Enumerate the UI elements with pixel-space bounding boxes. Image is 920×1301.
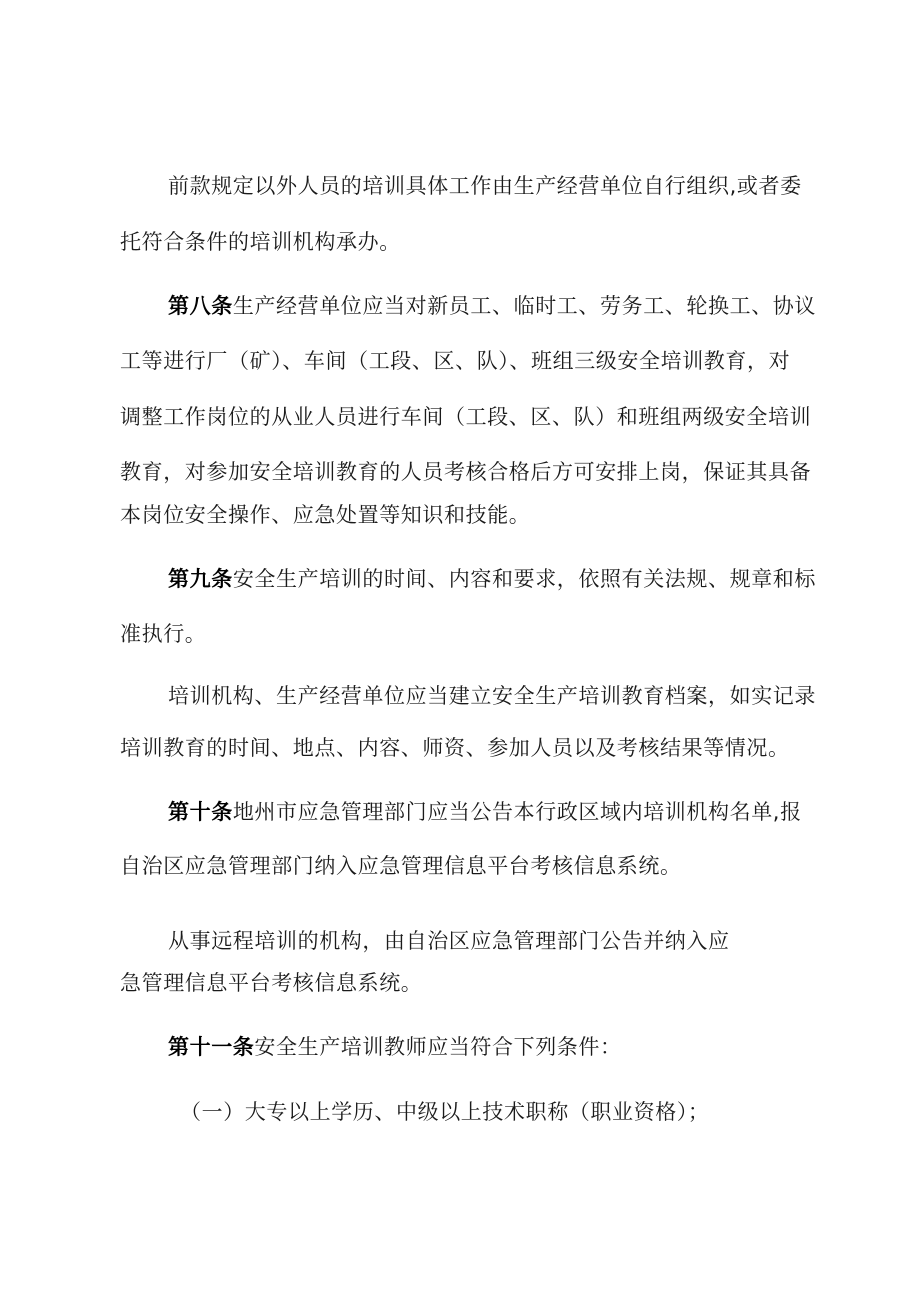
article-9-line-1 [168, 564, 816, 594]
paragraph-1-line-1: 前款规定以外人员的培训具体工作由生产经营单位自行组织,或者委 [168, 174, 802, 198]
article-8-text: 生产经营单位应当对新员工、临时工、劳务工、轮换工、协议 [232, 294, 817, 318]
paragraph-remote-line-1: 从事远程培训的机构，由自治区应急管理部门公告并纳入应 [168, 929, 730, 953]
paragraph-archive-line-1: 培训机构、生产经营单位应当建立安全生产培训教育档案，如实记录 [168, 684, 816, 708]
article-9-text: 安全生产培训的时间、内容和要求，依照有关法规、规章和标 [232, 567, 817, 591]
article-8-line-4: 教育，对参加安全培训教育的人员考核合格后方可安排上岗，保证其具备 [120, 460, 812, 484]
article-10-line-2: 自治区应急管理部门纳入应急管理信息平台考核信息系统。 [120, 854, 682, 878]
article-10-heading: 第十条 [168, 800, 233, 824]
article-10-line-1 [168, 797, 802, 827]
paragraph-archive-line-2: 培训教育的时间、地点、内容、师资、参加人员以及考核结果等情况。 [120, 736, 790, 760]
article-9-heading: 第九条 [168, 567, 233, 591]
article-8-line-5: 本岗位安全操作、应急处置等知识和技能。 [120, 503, 531, 527]
article-11-line-1 [168, 1032, 622, 1062]
article-8-line-1 [168, 291, 816, 321]
paragraph-remote-line-2: 急管理信息平台考核信息系统。 [120, 971, 423, 995]
article-10-text: 地州市应急管理部门应当公告本行政区域内培训机构名单,报 [232, 800, 802, 824]
article-11-heading: 第十一条 [168, 1035, 255, 1059]
article-11-text: 安全生产培训教师应当符合下列条件： [254, 1035, 622, 1059]
article-8-line-3: 调整工作岗位的从业人员进行车间（工段、区、队）和班组两级安全培训 [120, 405, 812, 429]
condition-1: （一）大专以上学历、中级以上技术职称（职业资格）； [180, 1100, 710, 1124]
paragraph-1-line-2: 托符合条件的培训机构承办。 [120, 230, 401, 254]
article-8-heading: 第八条 [168, 294, 233, 318]
article-8-line-2: 工等进行厂（矿）、车间（工段、区、队）、班组三级安全培训教育，对 [120, 349, 791, 373]
article-9-line-2: 准执行。 [120, 622, 207, 646]
